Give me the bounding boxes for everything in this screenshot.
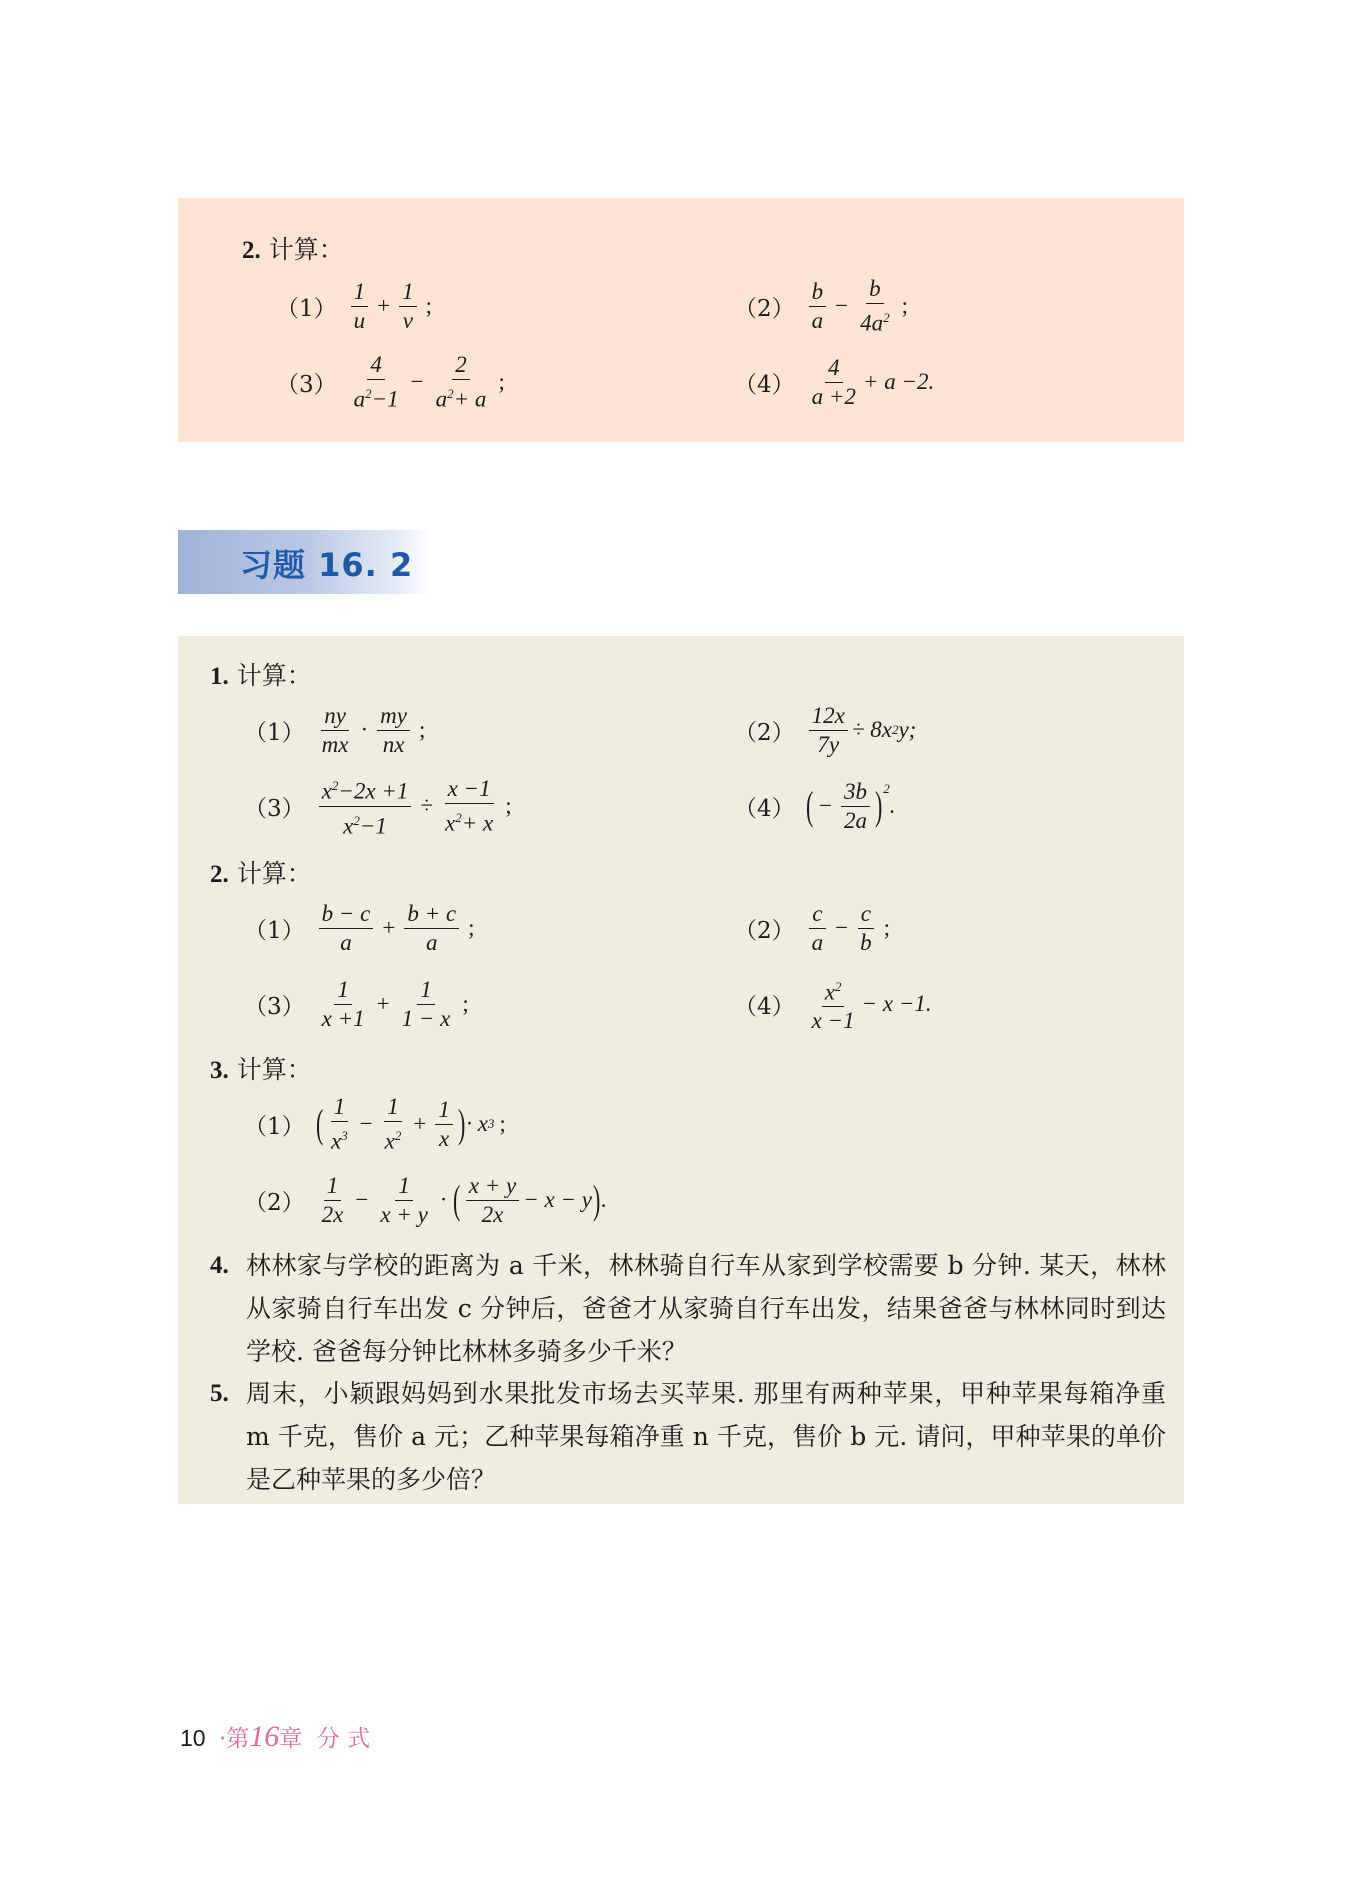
denominator-var: x [343,813,354,839]
chapter-label [218,1720,371,1753]
question-text: 计算： [236,859,312,888]
operator: − [355,1187,369,1212]
chapter-suffix: 章 [279,1726,303,1752]
question-text: 周末，小颖跟妈妈到水果批发市场去买苹果. 那里有两种苹果，甲种苹果每箱净重 m 千克，售价 a 元；乙种苹果每箱净重 n 千克，售价 b 元. 请问，甲种苹果的单价是乙种苹果的多少倍？ [246,1379,1166,1494]
numerator: 1 [331,1094,349,1122]
numerator: 3b [841,779,870,807]
exponent: 2 [394,1127,402,1143]
math-expression [315,977,474,1032]
math-expression [315,703,431,758]
operator: − [818,793,832,818]
exponent: 2 [353,812,360,828]
denominator-rest: −1 [359,813,387,839]
section-title: 习题 16. 2 [240,546,414,584]
question-number: 2. [242,237,261,264]
q2-item-3 [244,974,474,1034]
math-expression [805,703,917,758]
q2-item-4 [734,974,932,1034]
exponent: 2 [331,777,339,793]
left-paren: ( [315,1101,323,1146]
question-number: 3. [210,1057,229,1084]
exponent: 3 [341,1127,348,1143]
denominator-var: a [435,386,448,412]
operator: − [835,293,849,318]
denominator-var: x [330,1128,342,1154]
item-label: （2） [734,295,795,322]
item-label: （4） [734,993,795,1020]
expression-rest: + a −2. [862,369,935,394]
denominator: x +1 [321,1005,365,1031]
punct: ; [498,369,505,394]
exercise-question-4 [210,1244,1166,1373]
numerator: x + y [466,1173,519,1201]
denominator: a [340,929,352,955]
expression-rest: − x − y [523,1187,592,1212]
question-text: 计算： [236,1055,312,1084]
operator: + [376,991,390,1016]
item-label: （2） [734,719,795,746]
separator-dot: · [218,1726,227,1752]
numerator: 1 [334,977,352,1005]
exercise-section-header [178,530,432,594]
numerator: 12x [809,703,848,731]
numerator: my [377,703,410,731]
q1-item-1 [244,700,430,760]
math-expression [805,276,913,337]
punct: . [601,1187,608,1212]
math-expression [347,352,510,413]
operator: · [360,717,369,742]
numerator: 4 [367,352,385,380]
denominator: 2x [321,1201,344,1227]
punct: ; [462,991,469,1016]
numerator: b + c [404,901,459,929]
math-expression [315,901,480,956]
practice-item-2 [734,276,913,336]
exponent: 2 [447,385,454,401]
exponent: 2 [883,309,890,325]
math-expression [805,901,895,956]
numerator: b − c [319,901,374,929]
practice-item-3 [276,352,510,412]
math-expression [315,1173,607,1228]
numerator: 1 [399,279,417,307]
operator: + [377,293,391,318]
punct: ; [499,1111,506,1136]
numerator-var: x [321,778,332,804]
math-expression [347,279,437,334]
numerator: 1 [351,279,369,307]
numerator: 4 [825,355,843,383]
denominator: a +2 [811,383,856,409]
denominator: x [439,1125,450,1151]
q1-item-2 [734,700,916,760]
question-number: 1. [210,663,229,690]
math-expression [315,1094,511,1155]
math-expression [805,355,935,410]
punct: ; [505,793,512,818]
operator: + [382,915,396,940]
left-paren: ( [453,1177,461,1222]
expression-rest: ÷ 8x [851,717,892,742]
numerator: 1 [417,977,435,1005]
item-label: （4） [734,795,795,822]
punct: ; [418,717,426,742]
numerator-rest: −2x +1 [338,778,409,804]
numerator: c [809,901,825,929]
exponent: 2 [455,809,462,825]
operator: − [835,915,849,940]
item-label: （1） [276,295,337,322]
denominator: u [353,307,366,333]
exponent: 3 [487,1116,495,1131]
exponent: 2 [891,722,899,737]
operator: − [359,1111,373,1136]
expression-rest: y; [898,717,917,742]
exponent: 2 [365,385,372,401]
denominator: v [402,307,413,333]
denominator: a [811,307,824,333]
math-expression [805,779,896,834]
chapter-title: 分 式 [316,1726,371,1752]
numerator: c [858,901,874,929]
item-label: （2） [244,1189,305,1216]
numerator: 1 [435,1097,453,1125]
question-text: 林林家与学校的距离为 a 千米，林林骑自行车从家到学校需要 b 分钟. 某天，林林从家骑自行车出发 c 分钟后，爸爸才从家骑自行车出发，结果爸爸与林林同时到达学校. 爸爸每分钟比林林多骑多少千米？ [246,1251,1166,1366]
practice-question-2 [242,230,344,266]
item-label: （4） [734,371,795,398]
right-paren: ) [592,1177,601,1222]
punct: . [889,793,896,818]
q3-item-1 [244,1094,511,1154]
denominator: a [425,929,438,955]
left-paren: ( [805,783,813,828]
expression-rest: · x [466,1111,488,1136]
numerator: 1 [324,1173,342,1201]
denominator-var: x [444,810,456,836]
q1-item-3 [244,775,517,839]
numerator: b [809,279,827,307]
punct: ; [468,915,475,940]
item-label: （2） [734,917,795,944]
denominator-rest: −1 [371,386,399,412]
numerator: 1 [384,1094,402,1122]
exercise-question-2 [210,854,312,890]
denominator-rest: + x [461,810,494,836]
item-label: （3） [244,993,305,1020]
numerator-var: x [824,979,835,1005]
q2-item-1 [244,898,479,958]
numerator: b [866,276,884,304]
denominator: 2x [481,1201,504,1227]
punct: ; [425,293,433,318]
exponent: 2 [883,780,890,796]
item-label: （1） [244,917,305,944]
page-number: 10 [180,1725,206,1751]
exercise-question-3 [210,1050,312,1086]
question-text: 计算： [236,661,312,690]
punct: ; [901,293,909,318]
q3-item-2 [244,1170,607,1230]
denominator: a [811,929,824,955]
question-number: 2. [210,861,229,888]
numerator: x −1 [445,776,494,804]
question-number: 5. [210,1380,229,1407]
math-expression [805,974,932,1035]
q2-item-2 [734,898,895,958]
denominator: x −1 [811,1008,855,1034]
exercise-question-1 [210,656,312,692]
denominator-rest: + a [453,386,487,412]
denominator: 2a [843,807,867,833]
question-text: 计算： [268,235,344,264]
numerator: 1 [395,1173,413,1201]
denominator: nx [382,731,405,757]
denominator-var: x [384,1128,395,1154]
item-label: （1） [244,1113,305,1140]
exercise-question-5 [210,1372,1166,1501]
punct: ; [883,915,891,940]
item-label: （3） [244,795,305,822]
numerator: ny [321,703,349,731]
question-number: 4. [210,1252,229,1279]
operator: ÷ [420,793,433,818]
practice-item-4 [734,352,934,412]
operator: · [439,1187,448,1212]
numerator: 2 [452,352,470,380]
chapter-prefix: 第 [226,1726,250,1752]
practice-item-1 [276,276,437,336]
expression-rest: − x −1. [861,991,932,1016]
denominator: x + y [380,1201,428,1227]
math-expression [315,773,517,839]
operator: + [413,1111,427,1136]
denominator: 1 − x [401,1005,451,1031]
denominator: mx [321,731,349,757]
chapter-number: 16 [249,1720,280,1753]
denominator: 4a [860,310,884,336]
denominator-var: a [353,386,366,412]
operator: − [410,369,424,394]
page-footer [180,1720,370,1754]
denominator: b [860,929,872,955]
denominator: 7y [817,731,840,757]
exponent: 2 [834,978,842,994]
item-label: （3） [276,371,337,398]
q1-item-4 [734,776,896,836]
right-paren: ) [457,1101,466,1146]
right-paren: ) [874,783,883,828]
item-label: （1） [244,719,305,746]
